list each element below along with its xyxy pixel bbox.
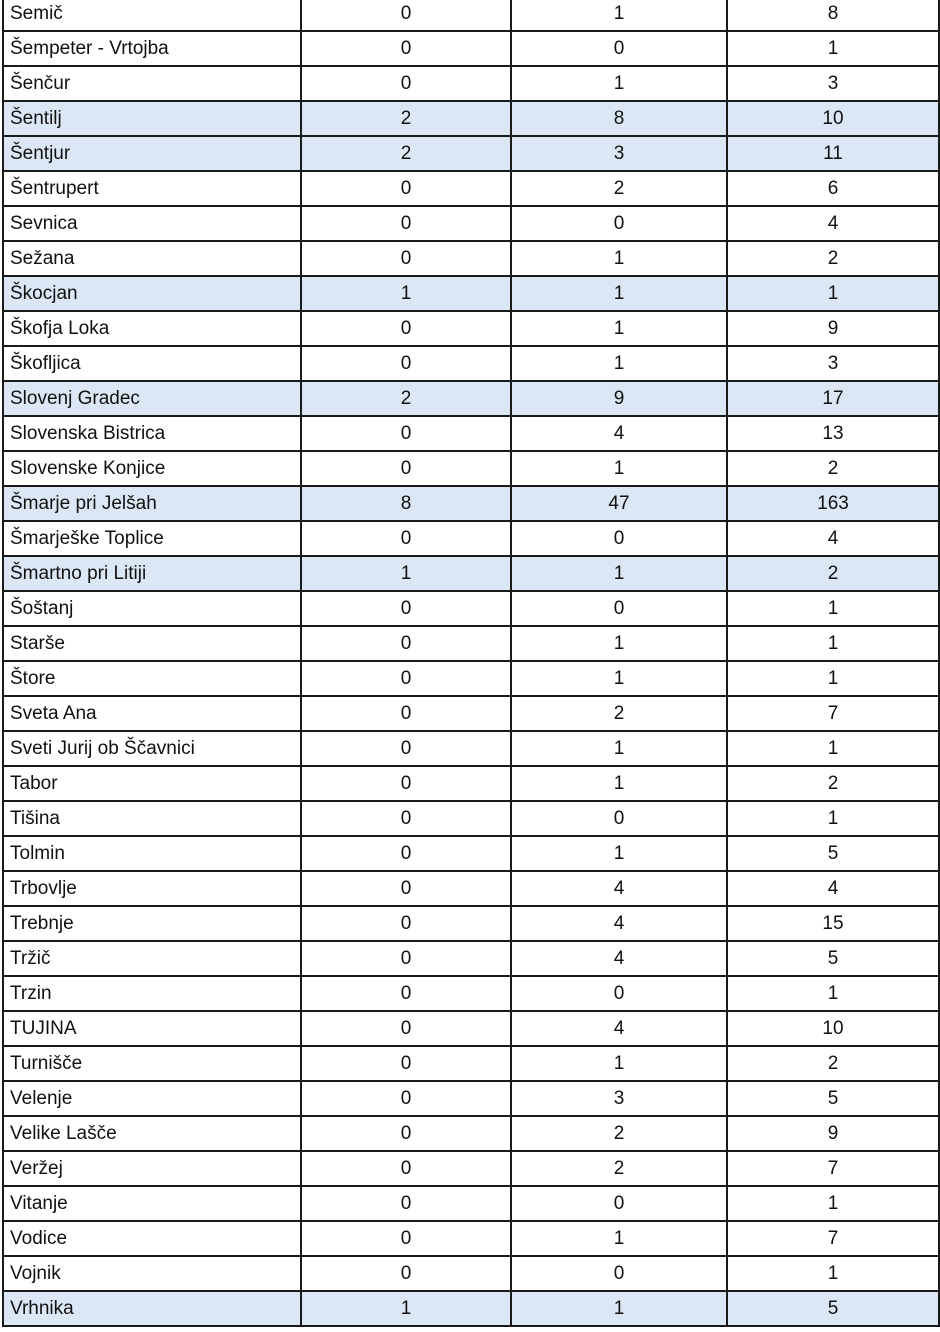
table-row — [3, 521, 939, 556]
value-cell-col-1: 0 — [301, 801, 511, 836]
value-cell-col-3: 4 — [727, 871, 939, 906]
value-cell-col-1: 8 — [301, 486, 511, 521]
municipality-name-cell: Štore — [3, 661, 301, 696]
table-row — [3, 311, 939, 346]
value-cell-col-2: 2 — [511, 1151, 727, 1186]
table-body — [3, 0, 939, 1326]
table-row — [3, 661, 939, 696]
value-cell-col-1: 0 — [301, 0, 511, 31]
value-cell-col-2: 0 — [511, 1186, 727, 1221]
value-cell-col-2: 1 — [511, 66, 727, 101]
table-row — [3, 206, 939, 241]
table-row — [3, 591, 939, 626]
value-cell-col-1: 0 — [301, 241, 511, 276]
municipality-name-cell: Veržej — [3, 1151, 301, 1186]
value-cell-col-2: 0 — [511, 1256, 727, 1291]
value-cell-col-1: 0 — [301, 661, 511, 696]
table-row — [3, 626, 939, 661]
value-cell-col-1: 0 — [301, 941, 511, 976]
value-cell-col-1: 0 — [301, 1256, 511, 1291]
table-row — [3, 101, 939, 136]
value-cell-col-2: 1 — [511, 836, 727, 871]
value-cell-col-3: 7 — [727, 1221, 939, 1256]
value-cell-col-1: 0 — [301, 1186, 511, 1221]
value-cell-col-2: 1 — [511, 276, 727, 311]
value-cell-col-1: 0 — [301, 31, 511, 66]
table-row — [3, 1046, 939, 1081]
municipality-name-cell: Šenčur — [3, 66, 301, 101]
municipality-name-cell: Slovenska Bistrica — [3, 416, 301, 451]
value-cell-col-3: 5 — [727, 941, 939, 976]
table-row — [3, 976, 939, 1011]
value-cell-col-2: 1 — [511, 766, 727, 801]
value-cell-col-3: 1 — [727, 31, 939, 66]
value-cell-col-3: 3 — [727, 346, 939, 381]
municipality-name-cell: Tabor — [3, 766, 301, 801]
municipality-name-cell: Tišina — [3, 801, 301, 836]
municipality-name-cell: Šmarješke Toplice — [3, 521, 301, 556]
municipality-name-cell: Slovenj Gradec — [3, 381, 301, 416]
value-cell-col-1: 0 — [301, 696, 511, 731]
table-row — [3, 416, 939, 451]
value-cell-col-1: 2 — [301, 136, 511, 171]
table-row — [3, 906, 939, 941]
value-cell-col-3: 4 — [727, 521, 939, 556]
table-row — [3, 136, 939, 171]
municipality-name-cell: Škocjan — [3, 276, 301, 311]
value-cell-col-2: 2 — [511, 696, 727, 731]
value-cell-col-2: 4 — [511, 941, 727, 976]
value-cell-col-2: 2 — [511, 171, 727, 206]
municipality-name-cell: Šentrupert — [3, 171, 301, 206]
municipality-name-cell: Škofja Loka — [3, 311, 301, 346]
municipality-name-cell: Šentjur — [3, 136, 301, 171]
value-cell-col-1: 0 — [301, 626, 511, 661]
value-cell-col-3: 1 — [727, 626, 939, 661]
value-cell-col-1: 0 — [301, 171, 511, 206]
value-cell-col-3: 1 — [727, 731, 939, 766]
municipality-name-cell: Vodice — [3, 1221, 301, 1256]
municipality-name-cell: Velike Lašče — [3, 1116, 301, 1151]
value-cell-col-1: 0 — [301, 416, 511, 451]
value-cell-col-3: 2 — [727, 766, 939, 801]
table-row — [3, 381, 939, 416]
value-cell-col-2: 4 — [511, 871, 727, 906]
value-cell-col-2: 1 — [511, 451, 727, 486]
value-cell-col-3: 6 — [727, 171, 939, 206]
table-row — [3, 801, 939, 836]
value-cell-col-2: 1 — [511, 731, 727, 766]
table-row — [3, 276, 939, 311]
municipality-name-cell: Trebnje — [3, 906, 301, 941]
value-cell-col-3: 1 — [727, 591, 939, 626]
value-cell-col-2: 1 — [511, 626, 727, 661]
municipality-name-cell: Sežana — [3, 241, 301, 276]
value-cell-col-2: 0 — [511, 206, 727, 241]
municipality-name-cell: Sevnica — [3, 206, 301, 241]
value-cell-col-1: 2 — [301, 101, 511, 136]
value-cell-col-3: 10 — [727, 1011, 939, 1046]
value-cell-col-1: 0 — [301, 1046, 511, 1081]
value-cell-col-3: 17 — [727, 381, 939, 416]
value-cell-col-3: 7 — [727, 696, 939, 731]
value-cell-col-2: 9 — [511, 381, 727, 416]
municipality-name-cell: Sveta Ana — [3, 696, 301, 731]
municipality-name-cell: Vitanje — [3, 1186, 301, 1221]
value-cell-col-1: 0 — [301, 906, 511, 941]
municipality-name-cell: Šempeter - Vrtojba — [3, 31, 301, 66]
value-cell-col-1: 0 — [301, 1116, 511, 1151]
municipality-name-cell: TUJINA — [3, 1011, 301, 1046]
value-cell-col-3: 1 — [727, 276, 939, 311]
value-cell-col-3: 2 — [727, 556, 939, 591]
table-row — [3, 871, 939, 906]
value-cell-col-1: 0 — [301, 836, 511, 871]
value-cell-col-1: 0 — [301, 451, 511, 486]
value-cell-col-3: 1 — [727, 661, 939, 696]
table-row — [3, 1256, 939, 1291]
value-cell-col-2: 1 — [511, 1221, 727, 1256]
value-cell-col-1: 0 — [301, 871, 511, 906]
value-cell-col-3: 2 — [727, 241, 939, 276]
value-cell-col-1: 0 — [301, 976, 511, 1011]
municipality-name-cell: Sveti Jurij ob Ščavnici — [3, 731, 301, 766]
value-cell-col-2: 1 — [511, 241, 727, 276]
value-cell-col-2: 4 — [511, 1011, 727, 1046]
table-row — [3, 66, 939, 101]
value-cell-col-1: 0 — [301, 311, 511, 346]
value-cell-col-3: 5 — [727, 1291, 939, 1326]
value-cell-col-1: 1 — [301, 1291, 511, 1326]
value-cell-col-2: 2 — [511, 1116, 727, 1151]
table-row — [3, 241, 939, 276]
value-cell-col-3: 9 — [727, 311, 939, 346]
municipality-name-cell: Tolmin — [3, 836, 301, 871]
value-cell-col-3: 1 — [727, 1256, 939, 1291]
value-cell-col-1: 0 — [301, 66, 511, 101]
value-cell-col-3: 13 — [727, 416, 939, 451]
table-row — [3, 346, 939, 381]
value-cell-col-1: 0 — [301, 1221, 511, 1256]
table-row — [3, 1081, 939, 1116]
value-cell-col-1: 1 — [301, 556, 511, 591]
value-cell-col-1: 2 — [301, 381, 511, 416]
municipality-name-cell: Šoštanj — [3, 591, 301, 626]
value-cell-col-3: 9 — [727, 1116, 939, 1151]
table-row — [3, 731, 939, 766]
value-cell-col-3: 5 — [727, 1081, 939, 1116]
value-cell-col-1: 0 — [301, 731, 511, 766]
value-cell-col-1: 0 — [301, 1011, 511, 1046]
municipality-name-cell: Šmarje pri Jelšah — [3, 486, 301, 521]
table-row — [3, 1221, 939, 1256]
municipality-name-cell: Škofljica — [3, 346, 301, 381]
value-cell-col-2: 8 — [511, 101, 727, 136]
municipality-name-cell: Vrhnika — [3, 1291, 301, 1326]
municipality-name-cell: Turnišče — [3, 1046, 301, 1081]
value-cell-col-1: 0 — [301, 1081, 511, 1116]
value-cell-col-1: 0 — [301, 766, 511, 801]
table-row — [3, 556, 939, 591]
value-cell-col-3: 8 — [727, 0, 939, 31]
table-row — [3, 171, 939, 206]
municipality-name-cell: Semič — [3, 0, 301, 31]
value-cell-col-2: 1 — [511, 0, 727, 31]
value-cell-col-2: 1 — [511, 661, 727, 696]
municipality-name-cell: Trzin — [3, 976, 301, 1011]
table-row — [3, 0, 939, 31]
value-cell-col-2: 3 — [511, 136, 727, 171]
value-cell-col-1: 0 — [301, 206, 511, 241]
value-cell-col-3: 4 — [727, 206, 939, 241]
value-cell-col-1: 1 — [301, 276, 511, 311]
table-row — [3, 486, 939, 521]
value-cell-col-3: 15 — [727, 906, 939, 941]
value-cell-col-1: 0 — [301, 591, 511, 626]
municipality-name-cell: Šentilj — [3, 101, 301, 136]
value-cell-col-2: 1 — [511, 311, 727, 346]
value-cell-col-1: 0 — [301, 521, 511, 556]
table-row — [3, 766, 939, 801]
municipality-name-cell: Vojnik — [3, 1256, 301, 1291]
value-cell-col-2: 3 — [511, 1081, 727, 1116]
table-row — [3, 1116, 939, 1151]
value-cell-col-3: 1 — [727, 801, 939, 836]
value-cell-col-3: 10 — [727, 101, 939, 136]
value-cell-col-2: 0 — [511, 31, 727, 66]
municipality-name-cell: Trbovlje — [3, 871, 301, 906]
value-cell-col-2: 1 — [511, 1046, 727, 1081]
municipality-name-cell: Starše — [3, 626, 301, 661]
table-row — [3, 31, 939, 66]
municipality-name-cell: Velenje — [3, 1081, 301, 1116]
value-cell-col-1: 0 — [301, 1151, 511, 1186]
value-cell-col-3: 1 — [727, 1186, 939, 1221]
value-cell-col-2: 0 — [511, 591, 727, 626]
value-cell-col-3: 1 — [727, 976, 939, 1011]
value-cell-col-2: 0 — [511, 521, 727, 556]
value-cell-col-3: 11 — [727, 136, 939, 171]
value-cell-col-2: 4 — [511, 416, 727, 451]
table-row — [3, 836, 939, 871]
value-cell-col-3: 2 — [727, 1046, 939, 1081]
table-row — [3, 941, 939, 976]
table-row — [3, 1186, 939, 1221]
table-row — [3, 1291, 939, 1326]
municipality-table — [2, 0, 940, 1327]
value-cell-col-2: 1 — [511, 346, 727, 381]
municipality-name-cell: Slovenske Konjice — [3, 451, 301, 486]
value-cell-col-2: 47 — [511, 486, 727, 521]
municipality-name-cell: Tržič — [3, 941, 301, 976]
value-cell-col-2: 4 — [511, 906, 727, 941]
value-cell-col-2: 1 — [511, 556, 727, 591]
table-row — [3, 1151, 939, 1186]
table-row — [3, 696, 939, 731]
value-cell-col-2: 1 — [511, 1291, 727, 1326]
value-cell-col-2: 0 — [511, 801, 727, 836]
value-cell-col-3: 5 — [727, 836, 939, 871]
value-cell-col-3: 3 — [727, 66, 939, 101]
value-cell-col-1: 0 — [301, 346, 511, 381]
value-cell-col-3: 2 — [727, 451, 939, 486]
value-cell-col-2: 0 — [511, 976, 727, 1011]
municipality-name-cell: Šmartno pri Litiji — [3, 556, 301, 591]
value-cell-col-3: 163 — [727, 486, 939, 521]
value-cell-col-3: 7 — [727, 1151, 939, 1186]
table-row — [3, 1011, 939, 1046]
table-row — [3, 451, 939, 486]
